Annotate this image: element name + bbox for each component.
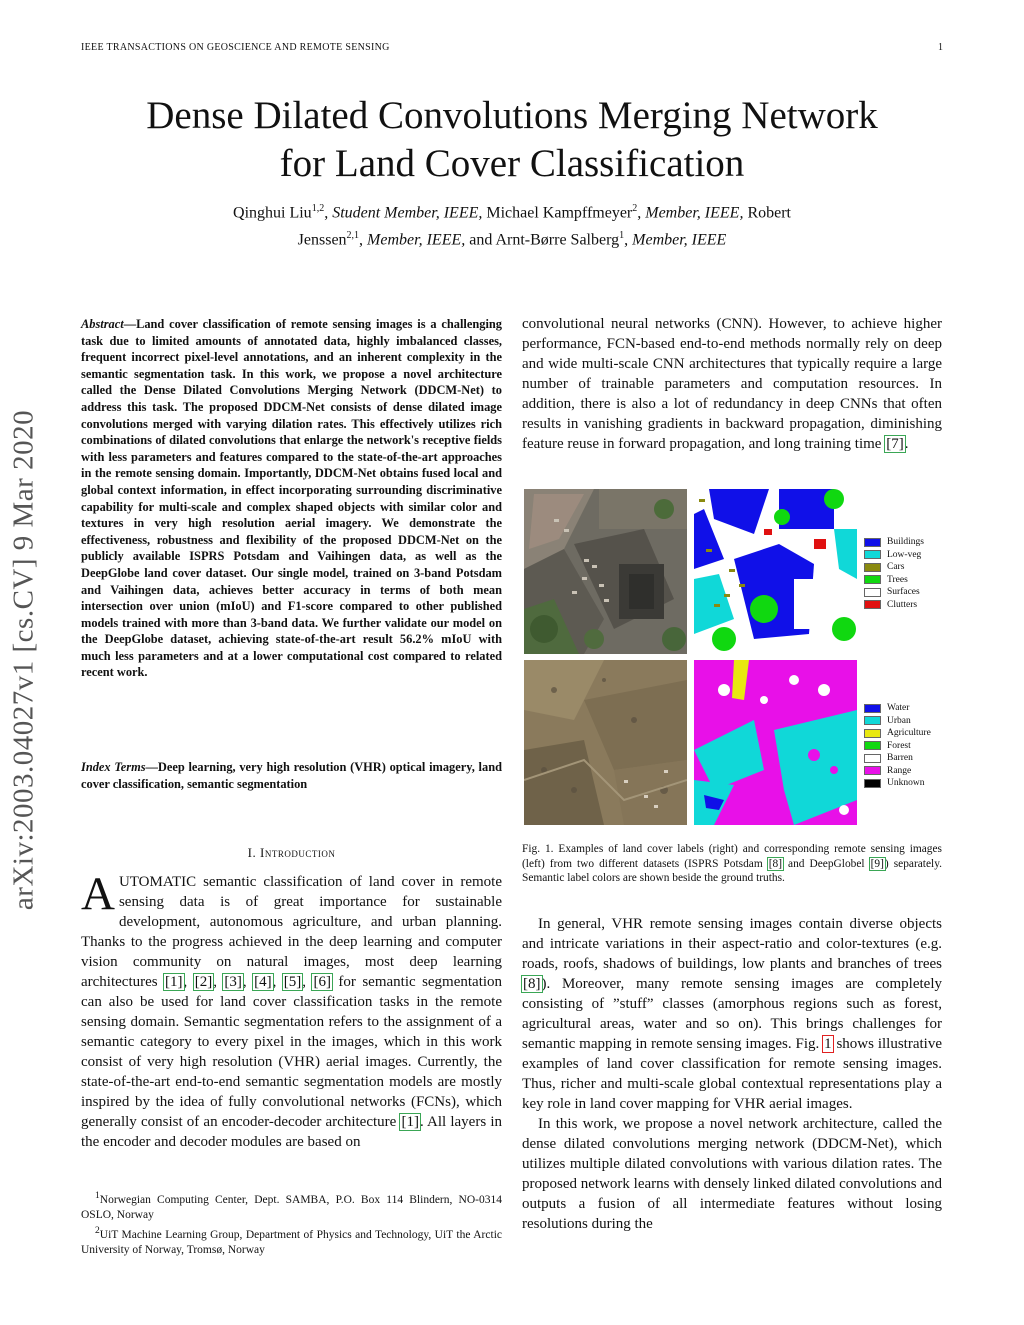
figure-ref-link[interactable]: 1 bbox=[824, 1036, 832, 1052]
footnote-mark: 1 bbox=[95, 1190, 100, 1201]
intro-text: UTOMATIC semantic classification of land cover in remote sensing data is of great importance for sustainable development, autonomous agriculture, and urban planning. Thanks to the progress achieved in the deep learning and computer vision community on natural images, most deep learning architectures bbox=[81, 874, 502, 990]
legend-item-forest bbox=[864, 740, 931, 753]
figure-1 bbox=[524, 489, 944, 829]
potsdam-label-svg bbox=[694, 489, 857, 654]
legend-item-agriculture bbox=[864, 727, 931, 740]
deepglobe-aerial-svg bbox=[524, 660, 687, 825]
citation-link[interactable]: [4] bbox=[254, 974, 272, 990]
caption-text: Examples of land cover labels (right) and corresponding remote sensing images (left) from two different datasets (ISPRS Potsdam bbox=[522, 843, 942, 870]
legend-item-surfaces bbox=[864, 586, 924, 599]
legend-swatch bbox=[864, 766, 881, 775]
running-head: IEEE TRANSACTIONS ON GEOSCIENCE AND REMOTE SENSING bbox=[81, 42, 390, 53]
footnote-text: Norwegian Computing Center, Dept. SAMBA, P.O. Box 114 Blindern, NO-0314 OSLO, Norway bbox=[81, 1193, 502, 1221]
caption-label: Fig. 1. bbox=[522, 843, 554, 855]
conjunction: and bbox=[469, 231, 493, 249]
intro-text: . All layers in the encoder and decoder modules are based on bbox=[81, 1114, 502, 1150]
deepglobe-label-image bbox=[694, 660, 857, 825]
legend-item-urban bbox=[864, 715, 931, 728]
legend-label: Agriculture bbox=[887, 728, 931, 738]
legend-swatch bbox=[864, 704, 881, 713]
paper-title bbox=[60, 92, 964, 188]
potsdam-aerial-svg bbox=[524, 489, 687, 654]
legend-label: Buildings bbox=[887, 537, 924, 547]
author-name: Jenssen bbox=[297, 231, 347, 249]
legend-item-cars bbox=[864, 561, 924, 574]
legend-swatch bbox=[864, 600, 881, 609]
section-number: I. bbox=[247, 845, 260, 860]
legend-swatch bbox=[864, 741, 881, 750]
potsdam-label-image bbox=[694, 489, 857, 654]
legend-label: Range bbox=[887, 765, 912, 776]
index-terms-label: Index Terms bbox=[81, 760, 146, 774]
potsdam-aerial-image bbox=[524, 489, 687, 654]
legend-swatch bbox=[864, 575, 881, 584]
legend-label: Barren bbox=[887, 753, 913, 763]
legend-swatch bbox=[864, 729, 881, 738]
footnote-mark: 2 bbox=[95, 1224, 100, 1236]
deepglobe-aerial-image bbox=[524, 660, 687, 825]
legend-label: Urban bbox=[887, 715, 911, 726]
deepglobe-label-svg bbox=[694, 660, 857, 825]
legend-item-low-veg bbox=[864, 549, 924, 562]
affiliation-mark: 2 bbox=[632, 203, 638, 214]
author-list: Qinghui Liu$^{1,2}$, Student Member, IEEE, Michael Kampffmeyer$^2$, Member, IEEE, Robert Jenssen$^{2,1}$, Member, IEEE, and Arnt-Børre Salberg$^1$, Member, IEEE bbox=[233, 203, 791, 249]
legend-label: Low-veg bbox=[887, 549, 922, 560]
page-number: 1 bbox=[938, 42, 944, 53]
caption-text: and DeepGlobel bbox=[783, 857, 870, 870]
paragraph-text: In general, VHR remote sensing images contain diverse objects and intricate variations in their aspect-ratio and color-textures (e.g. roads, roofs, shadows of buildings, low plants and branches of trees bbox=[522, 916, 942, 972]
author-role: Member, IEEE, bbox=[645, 204, 744, 222]
legend-item-water bbox=[864, 702, 931, 715]
citation-link[interactable]: [6] bbox=[313, 974, 331, 990]
caption-text: ) separately. Semantic label colors are shown beside the ground truths. bbox=[522, 857, 942, 884]
footnote-2 bbox=[81, 1223, 502, 1258]
author-role: Member, IEEE, bbox=[367, 231, 466, 249]
legend-label: Unknown bbox=[887, 778, 925, 788]
author-role: Student Member, IEEE, bbox=[332, 204, 483, 222]
author-name: Qinghui Liu bbox=[233, 204, 312, 222]
author-name: Michael Kampffmeyer bbox=[486, 204, 633, 222]
paragraph-text: ). Moreover, many remote sensing images are completely consisting of ”stuff” classes (amorphous regions such as forest, agricultural areas, water and so on). This brings challenges for semantic mapping in remote sensing images. Fig. bbox=[522, 976, 942, 1052]
citation-link[interactable]: [8] bbox=[523, 976, 541, 992]
right-mid-paragraphs bbox=[522, 914, 942, 1234]
title-line-1: Dense Dilated Convolutions Merging Network bbox=[146, 94, 878, 137]
arxiv-stamp-text: arXiv:2003.04027v1 [cs.CV] 9 Mar 2020 bbox=[7, 409, 40, 911]
figure-caption bbox=[522, 842, 942, 886]
legend-item-clutters bbox=[864, 599, 924, 612]
legend-swatch bbox=[864, 716, 881, 725]
legend-item-barren bbox=[864, 752, 931, 765]
citation-link[interactable]: [1] bbox=[165, 974, 183, 990]
legend-label: Forest bbox=[887, 740, 911, 751]
index-terms bbox=[81, 759, 502, 792]
citation-link[interactable]: [1] bbox=[401, 1114, 419, 1130]
paragraph-text: . bbox=[904, 436, 909, 452]
right-top-paragraph bbox=[522, 314, 942, 454]
citation-link[interactable]: [5] bbox=[283, 974, 302, 990]
paragraph-text: shows illustrative examples of land cover classification for remote sensing images. Thus, richer and multi-scale global contextual representations play a key role in land cover mapping for VHR aerial images. bbox=[522, 1036, 942, 1112]
legend-deepglobe bbox=[864, 702, 931, 790]
section-heading bbox=[81, 845, 502, 861]
legend-swatch bbox=[864, 588, 881, 597]
affiliation-mark: 1,2 bbox=[311, 203, 325, 214]
legend-swatch bbox=[864, 538, 881, 547]
author-name: Arnt-Børre Salberg bbox=[495, 231, 620, 249]
citation-link[interactable]: [2] bbox=[194, 974, 213, 990]
legend-swatch bbox=[864, 563, 881, 572]
legend-item-buildings bbox=[864, 536, 924, 549]
title-line-2: for Land Cover Classification bbox=[279, 142, 745, 185]
legend-label: Clutters bbox=[887, 599, 918, 610]
footnote-1 bbox=[81, 1188, 502, 1223]
paragraph: In this work, we propose a novel network architecture, called the dense dilated convolutions merging network (DDCM-Net), which utilizes multiple dilated convolutions with various dilation rates. The proposed network learns with densely linked dilated convolutions and outputs a fusion of all intermediate features without losing resolutions during the bbox=[522, 1116, 942, 1232]
footnote-text: UiT Machine Learning Group, Department of Physics and Technology, UiT the Arctic University of Norway, Tromsø, Norway bbox=[81, 1228, 502, 1256]
legend-swatch bbox=[864, 779, 881, 788]
legend-swatch bbox=[864, 754, 881, 763]
section-title: Introduction bbox=[260, 845, 336, 860]
legend-label: Cars bbox=[887, 562, 905, 572]
drop-cap: A bbox=[81, 868, 115, 920]
citation-link[interactable]: [7] bbox=[886, 436, 904, 452]
abstract-text: —Land cover classification of remote sensing images is a challenging task due to limited amounts of annotated data, highly imbalanced classes, frequent incorrect pixel-level annotations, and an inherent complexity in the semantic segmentation task. In this work, we propose a novel architecture called the Dense Dilated Convolutions Merging Network (DDCM-Net) to address this task. The proposed DDCM-Net consists of dense dilated image convolutions merged with varying dilation rates. This effectively utilizes rich combinations of dilated convolutions that enlarge the network's receptive fields with less parameters and features compared to the state-of-the-art approaches in the remote sensing domain. Importantly, DDCM-Net obtains fused local and global context information, in effect incorporating surrounding discriminative capability for multi-scale and complex shaped objects with similar color and textures in very high resolution aerial imagery. We demonstrate the effectiveness, robustness and flexibility of the proposed DDCM-Net on the publicly available ISPRS Potsdam and Vaihingen data, as well as the DeepGlobe land cover dataset. Our single model, trained on 3-band Potsdam and Vaihingen data, achieves better accuracy in terms of both mean intersection over union (mIoU) and F1-score compared to other published models trained with more than 3-band data. We further validate our model on the DeepGlobe dataset, achieving state-of-the-art result 56.2% mIoU with much less parameters and at a lower computational cost compared to related recent work. bbox=[81, 317, 502, 680]
abstract bbox=[81, 316, 502, 681]
affiliation-mark: 2,1 bbox=[346, 230, 360, 242]
legend-item-trees bbox=[864, 574, 924, 587]
citation-link[interactable]: [3] bbox=[224, 974, 242, 990]
abstract-label: Abstract bbox=[81, 317, 124, 331]
author-name: Robert bbox=[747, 204, 791, 222]
legend-item-unknown bbox=[864, 777, 931, 790]
arxiv-stamp bbox=[4, 360, 44, 960]
paragraph bbox=[522, 914, 942, 1114]
legend-potsdam bbox=[864, 536, 924, 611]
citation-link[interactable]: [8] bbox=[768, 857, 783, 870]
author-role: Member, IEEE bbox=[632, 231, 727, 249]
legend-label: Trees bbox=[887, 574, 908, 585]
legend-label: Surfaces bbox=[887, 587, 920, 597]
legend-label: Water bbox=[887, 703, 910, 713]
paragraph-text: convolutional neural networks (CNN). However, to achieve higher performance, FCN-based end-to-end methods normally rely on deep and wide multi-scale CNN architectures that typically require a large number of trainable parameters and computation resources. In addition, there is also a lot of redundancy in deep CNNs that often results in vanishing gradients in backward propagation, diminishing feature reuse in forward propagation, and long training time bbox=[522, 316, 942, 452]
index-terms-text: —Deep learning, very high resolution (VHR) optical imagery, land cover classification, semantic segmentation bbox=[81, 760, 502, 791]
legend-swatch bbox=[864, 550, 881, 559]
intro-paragraph: AUTOMATIC semantic classification of land cover in remote sensing data is of great importance for sustainable development, autonomous agriculture, and urban planning. Thanks to the progress achieved in the deep learning and computer vision community on natural images, most deep learning architectures [1], [2], [3], [4], [5], [6] for semantic segmentation can also be used for land cover classification tasks in the remote sensing domain. Semantic segmentation refers to the assignment of a semantic category to every pixel in the images, which in this work consist of very high resolution (VHR) aerial images. Currently, the state-of-the-art end-to-end semantic segmentation models are mostly inspired by the idea of fully convolutional networks (FCNs), which generally consist of an encoder-decoder architecture [1]. All layers in the encoder and decoder modules are based on bbox=[81, 868, 503, 1150]
footnotes bbox=[81, 1188, 502, 1258]
intro-text: for semantic segmentation can also be used for land cover classification tasks in the remote sensing domain. Semantic segmentation refers to the assignment of a semantic category to every pixel in the images, which in this work consist of very high resolution (VHR) aerial images. Currently, the state-of-the-art end-to-end semantic segmentation models are mostly inspired by the idea of fully convolutional networks (FCNs), which generally consist of an encoder-decoder architecture bbox=[81, 974, 503, 1130]
affiliation-mark: 1 bbox=[619, 230, 625, 242]
citation-link[interactable]: [9] bbox=[870, 857, 884, 870]
legend-item-range bbox=[864, 765, 931, 778]
